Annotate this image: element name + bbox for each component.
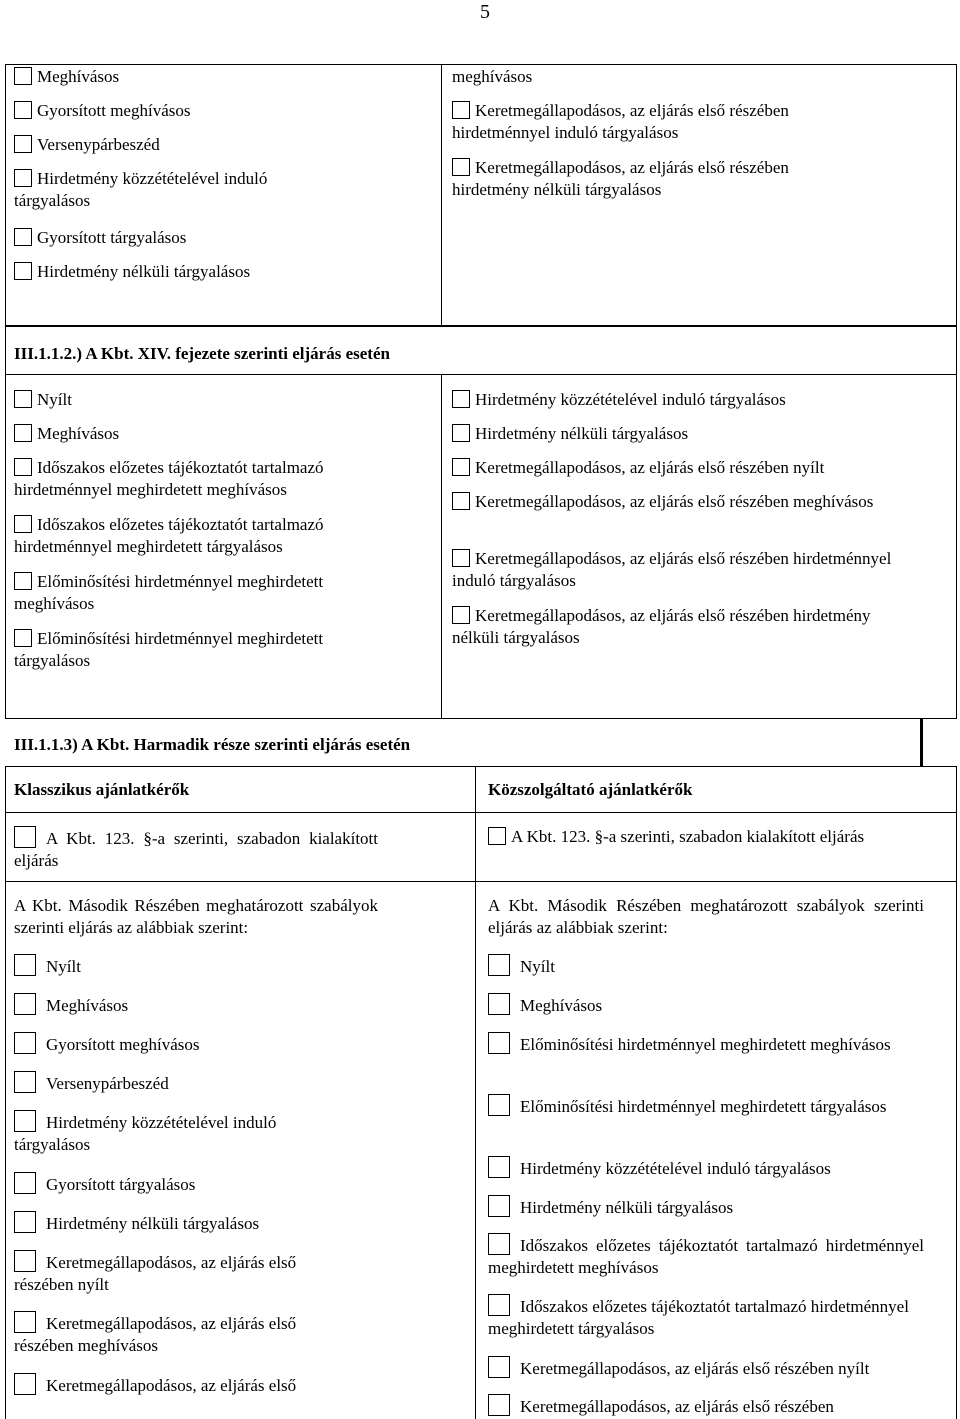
- option-label: Hirdetmény nélküli tárgyalásos: [475, 424, 689, 443]
- sec3-left-option[interactable]: [14, 1311, 344, 1357]
- option-label: Keretmegállapodásos, az eljárás első részében hirdetménnyel induló tárgyalásos: [452, 101, 789, 142]
- col-left-header: Klasszikus ajánlatkérők: [14, 780, 190, 799]
- option-label: Hirdetmény nélküli tárgyalásos: [37, 262, 251, 281]
- sec3-left-option[interactable]: [14, 1110, 344, 1156]
- option-label: Meghívásos: [46, 996, 129, 1015]
- section-3-heading: III.1.1.3) A Kbt. Harmadik része szerinti eljárás esetén: [14, 735, 411, 754]
- option-label: Meghívásos: [37, 424, 120, 443]
- section-1-divider: [441, 64, 442, 326]
- option-label: Előminősítési hirdetménnyel meghirdetett tárgyalásos: [14, 629, 324, 670]
- sec3-right-option[interactable]: [488, 1094, 924, 1118]
- checkbox[interactable]: [14, 1071, 36, 1093]
- checkbox[interactable]: [452, 424, 470, 442]
- sec3-left-option[interactable]: [14, 954, 344, 978]
- checkbox[interactable]: [488, 993, 510, 1015]
- option-label: Időszakos előzetes tájékoztatót tartalmazó hirdetménnyel meghirdetett meghívásos: [488, 1236, 924, 1277]
- sec1-left-option[interactable]: [14, 100, 314, 122]
- section-2-divider: [441, 374, 442, 719]
- col-right-header: Közszolgáltató ajánlatkérők: [488, 780, 693, 799]
- option-label: Keretmegállapodásos, az eljárás első részében hirdetmény nélküli tárgyalásos: [452, 606, 871, 647]
- right-free-option[interactable]: A Kbt. 123. §-a szerinti, szabadon kialakított eljárás: [488, 826, 948, 848]
- sec1-left-option[interactable]: [14, 227, 314, 249]
- sec2-right-option[interactable]: [452, 423, 892, 445]
- sec3-right-option[interactable]: [488, 1233, 924, 1279]
- page-number: 5: [480, 1, 490, 23]
- option-label: Időszakos előzetes tájékoztatót tartalmazó hirdetménnyel meghirdetett meghívásos: [14, 458, 324, 499]
- sec2-right-option[interactable]: [452, 389, 892, 411]
- sec1-right-option[interactable]: [452, 157, 852, 201]
- sec3-left-option[interactable]: [14, 1211, 344, 1235]
- option-label: Hirdetmény nélküli tárgyalásos: [520, 1198, 734, 1217]
- option-label: Gyorsított tárgyalásos: [37, 228, 187, 247]
- checkbox[interactable]: [14, 993, 36, 1015]
- checkbox[interactable]: [14, 826, 36, 848]
- checkbox[interactable]: [14, 1373, 36, 1395]
- option-label: Keretmegállapodásos, az eljárás első részében nyílt: [520, 1359, 870, 1378]
- option-label: Gyorsított meghívásos: [37, 101, 191, 120]
- checkbox[interactable]: [14, 1110, 36, 1132]
- checkbox[interactable]: [14, 1032, 36, 1054]
- sec2-left-option[interactable]: [14, 628, 379, 672]
- sec2-right-option[interactable]: [452, 548, 892, 592]
- option-label: Előminősítési hirdetménnyel meghirdetett meghívásos: [14, 572, 324, 613]
- option-label: Keretmegállapodásos, az eljárás első részében meghívásos: [14, 1314, 297, 1355]
- option-label: Keretmegállapodásos, az eljárás első: [46, 1376, 297, 1395]
- option-label: Hirdetmény közzétételével induló tárgyalásos: [14, 1113, 277, 1154]
- option-label: Keretmegállapodásos, az eljárás első részében hirdetménnyel induló tárgyalásos: [452, 549, 892, 590]
- option-label: Gyorsított tárgyalásos: [46, 1175, 196, 1194]
- checkbox[interactable]: [488, 1156, 510, 1178]
- option-label: Gyorsított meghívásos: [46, 1035, 200, 1054]
- checkbox[interactable]: [14, 262, 32, 280]
- option-label: Versenypárbeszéd: [37, 135, 160, 154]
- checkbox[interactable]: [14, 67, 32, 85]
- section-3-free-rule: [5, 881, 957, 882]
- sec3-right-option[interactable]: [488, 1195, 924, 1219]
- sec3-right-option[interactable]: [488, 993, 924, 1017]
- checkbox[interactable]: [452, 158, 470, 176]
- checkbox[interactable]: [14, 1250, 36, 1272]
- option-label: Időszakos előzetes tájékoztatót tartalmazó hirdetménnyel meghirdetett tárgyalásos: [488, 1297, 909, 1338]
- sec2-right-option[interactable]: [452, 457, 892, 479]
- section-3-table-right: [956, 766, 957, 1419]
- left-intro: A Kbt. Második Részében meghatározott szabályok szerinti eljárás az alábbiak szerint:: [14, 896, 378, 937]
- sec1-left-option[interactable]: [14, 168, 314, 212]
- sec1-right-option[interactable]: [452, 100, 852, 144]
- sec3-left-option[interactable]: [14, 1071, 344, 1095]
- checkbox[interactable]: [488, 827, 506, 845]
- sec3-right-option[interactable]: [488, 1032, 924, 1056]
- section-3-table-mid: [475, 766, 476, 1419]
- option-label: Hirdetmény nélküli tárgyalásos: [46, 1214, 260, 1233]
- sec3-right-option[interactable]: [488, 1394, 924, 1418]
- checkbox[interactable]: [14, 572, 32, 590]
- checkbox[interactable]: [14, 228, 32, 246]
- sec2-left-option[interactable]: [14, 423, 379, 445]
- section-2-heading: III.1.1.2.) A Kbt. XIV. fejezete szerinti eljárás esetén: [14, 344, 390, 363]
- sec3-left-option[interactable]: [14, 993, 344, 1017]
- checkbox[interactable]: [14, 135, 32, 153]
- checkbox[interactable]: [488, 1094, 510, 1116]
- sec3-left-option[interactable]: [14, 1250, 344, 1296]
- section-2-heading-rule: [5, 374, 957, 375]
- option-label: Nyílt: [520, 957, 555, 976]
- option-label: Keretmegállapodásos, az eljárás első részében: [520, 1397, 834, 1416]
- checkbox[interactable]: [488, 1394, 510, 1416]
- section-3-table-left: [5, 766, 6, 1419]
- sec1-right-option: [452, 66, 852, 88]
- checkbox[interactable]: [452, 458, 470, 476]
- checkbox[interactable]: [452, 390, 470, 408]
- sec1-left-option[interactable]: [14, 66, 314, 88]
- sec3-right-option[interactable]: [488, 954, 924, 978]
- checkbox[interactable]: [452, 606, 470, 624]
- option-label: Hirdetmény közzétételével induló tárgyalásos: [14, 169, 268, 210]
- sec3-right-option[interactable]: [488, 1356, 924, 1380]
- option-label: Keretmegállapodásos, az eljárás első részében meghívásos: [475, 492, 874, 511]
- checkbox[interactable]: [14, 169, 32, 187]
- checkbox[interactable]: [488, 1195, 510, 1217]
- option-label: Időszakos előzetes tájékoztatót tartalmazó hirdetménnyel meghirdetett tárgyalásos: [14, 515, 324, 556]
- right-intro: A Kbt. Második Részében meghatározott szabályok szerinti eljárás az alábbiak szerint:: [488, 896, 924, 937]
- option-label: meghívásos: [452, 67, 533, 86]
- sec3-left-option[interactable]: [14, 1373, 344, 1397]
- checkbox[interactable]: [14, 424, 32, 442]
- option-label: Keretmegállapodásos, az eljárás első részében hirdetmény nélküli tárgyalásos: [452, 158, 789, 199]
- section-3-right-border: [920, 719, 923, 766]
- sec3-left-option[interactable]: [14, 1172, 344, 1196]
- section-3-table-top: [5, 766, 957, 767]
- sec1-left-option[interactable]: [14, 261, 314, 283]
- sec2-left-option[interactable]: [14, 389, 379, 411]
- option-label: Keretmegállapodásos, az eljárás első részében nyílt: [475, 458, 825, 477]
- option-label: Meghívásos: [520, 996, 603, 1015]
- sec1-left-option[interactable]: [14, 134, 314, 156]
- sec2-right-option[interactable]: [452, 605, 892, 649]
- sec3-right-option[interactable]: [488, 1156, 924, 1180]
- option-label: Versenypárbeszéd: [46, 1074, 169, 1093]
- checkbox[interactable]: [14, 101, 32, 119]
- left-free-option[interactable]: A Kbt. 123. §-a szerinti, szabadon kialakított eljárás: [14, 826, 378, 872]
- section-3-header-rule: [5, 812, 957, 813]
- checkbox[interactable]: [488, 1233, 510, 1255]
- checkbox[interactable]: [488, 954, 510, 976]
- option-label: Keretmegállapodásos, az eljárás első részében nyílt: [14, 1253, 297, 1294]
- sec2-left-option[interactable]: [14, 457, 379, 501]
- checkbox[interactable]: [14, 1211, 36, 1233]
- checkbox[interactable]: [14, 515, 32, 533]
- option-label: Meghívásos: [37, 67, 120, 86]
- option-label: Hirdetmény közzétételével induló tárgyalásos: [475, 390, 786, 409]
- sec3-left-option[interactable]: [14, 1032, 344, 1056]
- checkbox[interactable]: [488, 1356, 510, 1378]
- checkbox[interactable]: [452, 101, 470, 119]
- checkbox[interactable]: [488, 1294, 510, 1316]
- checkbox[interactable]: [14, 1172, 36, 1194]
- option-label: Nyílt: [37, 390, 72, 409]
- checkbox[interactable]: [14, 954, 36, 976]
- sec2-right-option[interactable]: [452, 491, 892, 513]
- checkbox[interactable]: [488, 1032, 510, 1054]
- checkbox[interactable]: [452, 492, 470, 510]
- checkbox[interactable]: [14, 390, 32, 408]
- option-label: Nyílt: [46, 957, 81, 976]
- option-label: Előminősítési hirdetménnyel meghirdetett tárgyalásos: [520, 1097, 887, 1116]
- sec2-left-option[interactable]: [14, 514, 379, 558]
- sec2-left-option[interactable]: [14, 571, 379, 615]
- checkbox[interactable]: [452, 549, 470, 567]
- sec3-right-option[interactable]: [488, 1294, 924, 1340]
- option-label: Hirdetmény közzétételével induló tárgyalásos: [520, 1159, 831, 1178]
- checkbox[interactable]: [14, 1311, 36, 1333]
- checkbox[interactable]: [14, 458, 32, 476]
- option-label: Előminősítési hirdetménnyel meghirdetett meghívásos: [520, 1035, 891, 1054]
- checkbox[interactable]: [14, 629, 32, 647]
